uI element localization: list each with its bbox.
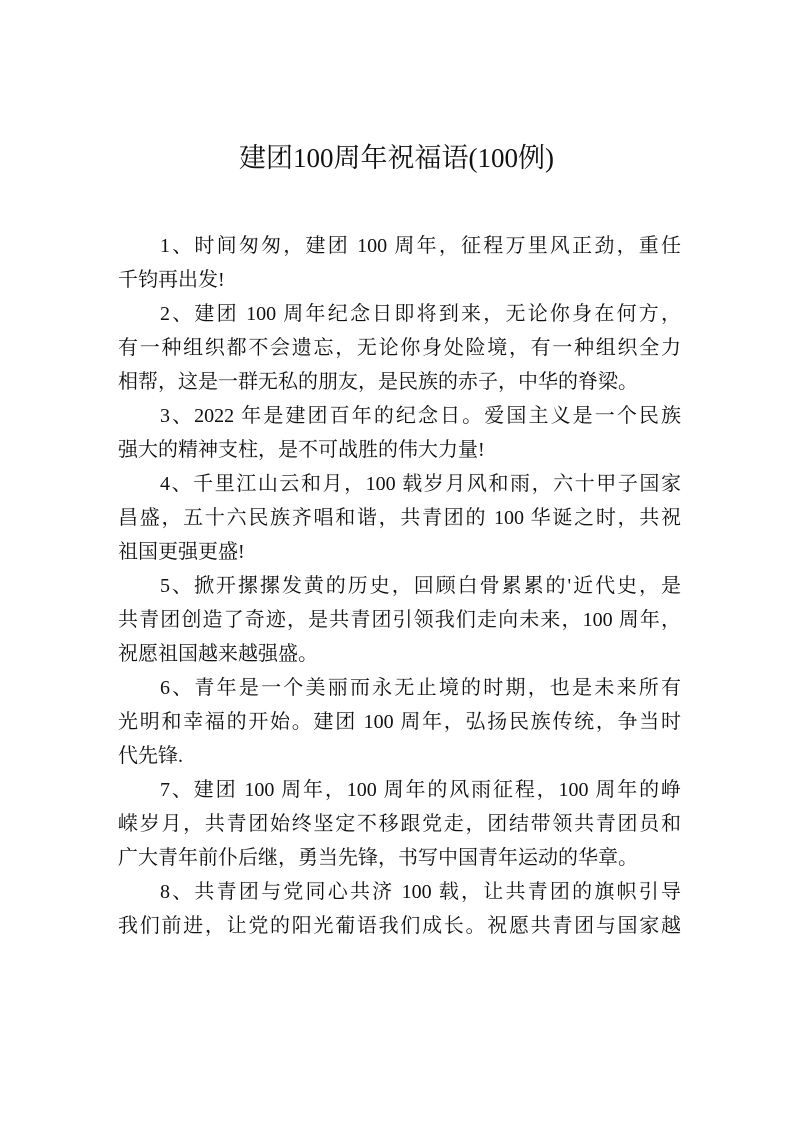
paragraph-line: 相帮，这是一群无私的朋友，是民族的赤子，中华的脊梁。 <box>118 371 638 393</box>
paragraph <box>118 773 681 875</box>
paragraph-line: 我们前进，让党的阳光葡语我们成长。祝愿共青团与国家越 <box>118 915 681 937</box>
paragraph <box>118 569 681 671</box>
paragraph-line: 7、建团 100 周年，100 周年的风雨征程，100 周年的峥 <box>160 779 681 801</box>
paragraph-line: 4、千里江山云和月，100 载岁月风和雨，六十甲子国家 <box>160 473 681 495</box>
paragraph-line: 祖国更强更盛! <box>118 541 245 563</box>
paragraph-line: 5、掀开摞摞发黄的历史，回顾白骨累累的'近代史，是 <box>160 575 681 597</box>
paragraph-line: 6、青年是一个美丽而永无止境的时期，也是未来所有 <box>160 677 681 699</box>
paragraph-line: 3、2022 年是建团百年的纪念日。爱国主义是一个民族 <box>160 405 681 427</box>
paragraph <box>118 229 681 297</box>
paragraph-line: 嵘岁月，共青团始终坚定不移跟党走，团结带领共青团员和 <box>118 813 681 835</box>
paragraph <box>118 467 681 569</box>
document-title: 建团100周年祝福语(100例) <box>239 143 554 173</box>
paragraph <box>118 875 681 943</box>
paragraph-line: 千钧再出发! <box>118 269 225 291</box>
paragraph <box>118 297 681 399</box>
paragraph <box>118 399 681 467</box>
paragraph-line: 光明和幸福的开始。建团 100 周年，弘扬民族传统，争当时 <box>118 711 681 733</box>
paragraph-line: 代先锋. <box>118 745 183 767</box>
paragraph-line: 昌盛，五十六民族齐唱和谐，共青团的 100 华诞之时，共祝 <box>118 507 681 529</box>
paragraph <box>118 671 681 773</box>
paragraph-line: 2、建团 100 周年纪念日即将到来，无论你身在何方， <box>160 303 681 325</box>
paragraph-line: 1、时间匆匆，建团 100 周年，征程万里风正劲，重任 <box>160 235 681 257</box>
paragraph-line: 强大的精神支柱，是不可战胜的伟大力量! <box>118 439 485 461</box>
paragraph-line: 8、共青团与党同心共济 100 载，让共青团的旗帜引导 <box>160 881 681 903</box>
paragraph-line: 有一种组织都不会遗忘，无论你身处险境，有一种组织全力 <box>118 337 681 359</box>
paragraph-line: 祝愿祖国越来越强盛。 <box>118 643 318 665</box>
paragraph-line: 共青团创造了奇迹，是共青团引领我们走向未来，100 周年， <box>118 609 681 631</box>
paragraph-line: 广大青年前仆后继，勇当先锋，书写中国青年运动的华章。 <box>118 847 638 869</box>
document-body <box>118 229 681 943</box>
